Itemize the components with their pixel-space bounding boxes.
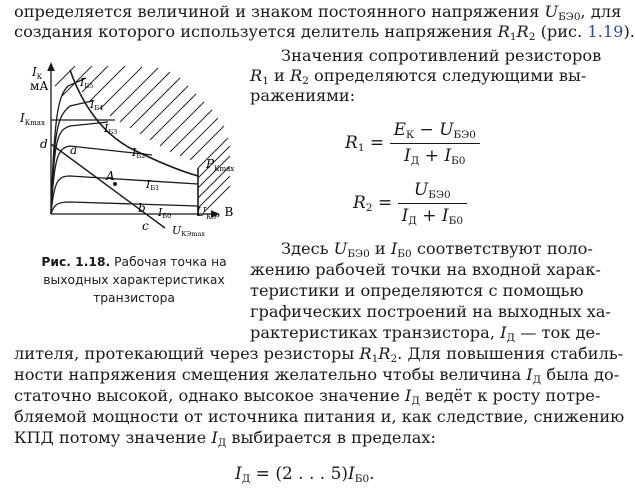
point-d-label: d: [40, 137, 48, 151]
text-line: [281, 46, 601, 66]
variable: I: [404, 146, 411, 166]
numerator: [390, 120, 480, 144]
text-fragment: графических построений на выходных ха-: [250, 302, 611, 321]
subscript: 1: [509, 31, 517, 43]
fraction: [398, 180, 467, 227]
text-fragment: (рис.: [535, 22, 588, 41]
ukmax-label: UКЭmax: [172, 224, 205, 238]
text-fragment: определяется величиной и знаком постоянного напряжения: [14, 2, 545, 21]
operator: −: [414, 120, 440, 140]
text-line: [14, 407, 624, 427]
text-fragment: = (2 . . . 5): [250, 464, 349, 484]
subscript: Д: [411, 395, 420, 407]
x-axis-label: $U_{КЭ}$, В: [196, 205, 234, 221]
caption-text: выходных характеристиках: [43, 273, 225, 287]
characteristic-curve-ib3: [51, 122, 108, 214]
text-fragment: Здесь: [281, 239, 334, 258]
subscript: К: [405, 129, 415, 141]
curve-label-ib5: IБ5: [80, 76, 94, 90]
denominator: [398, 204, 467, 227]
text-fragment: определяются следующими вы-: [308, 66, 587, 85]
subscript: Д: [410, 155, 420, 167]
point-a-label: a: [70, 143, 78, 157]
variable: I: [500, 323, 507, 342]
variable: U: [544, 2, 559, 21]
variable: R: [345, 133, 358, 153]
text-fragment: Значения сопротивлений резисторов: [281, 46, 602, 65]
formula-id: [235, 464, 375, 485]
formula-r1: [345, 120, 480, 167]
figure-reference-link[interactable]: 1.19: [587, 22, 624, 41]
curve-label-ib3: IБ3: [104, 122, 118, 136]
text-fragment: .: [369, 464, 375, 484]
variable: R: [289, 66, 303, 85]
denominator: [390, 144, 480, 167]
equals-sign: =: [372, 193, 398, 213]
text-fragment: КПД потому значение: [14, 428, 212, 447]
subscript: 2: [365, 202, 373, 214]
variable: U: [333, 239, 348, 258]
variable: I: [348, 464, 355, 484]
subscript: БЭ0: [558, 11, 581, 23]
text-fragment: рактеристиках транзистора,: [250, 323, 501, 342]
equals-sign: =: [364, 133, 390, 153]
text-fragment: и: [369, 239, 391, 258]
text-line: [250, 281, 584, 301]
variable: U: [439, 120, 454, 140]
variable: U: [413, 180, 429, 200]
variable: R: [497, 22, 510, 41]
characteristic-curve-ib0: [51, 202, 198, 214]
text-fragment: была до-: [541, 365, 620, 384]
subscript: Д: [408, 215, 417, 227]
subscript: 1: [357, 142, 365, 154]
text-line: [14, 428, 436, 453]
subscript: 1: [371, 353, 379, 365]
variable: I: [211, 428, 218, 447]
subscript: Б0: [397, 248, 412, 260]
text-fragment: создания которого используется делитель напряжения: [14, 22, 498, 41]
variable: I: [390, 239, 398, 258]
point-c-label: c: [142, 219, 149, 233]
caption-text: транзистора: [93, 291, 175, 305]
text-line: [250, 86, 355, 106]
y-axis-unit: мА: [30, 79, 49, 93]
fraction: [390, 120, 480, 167]
ikmax-label: $I_{Кmax}$: [20, 111, 45, 127]
output-characteristics-figure: [20, 56, 250, 242]
variable: I: [404, 386, 412, 405]
curve-label-ib0: IБ0: [158, 206, 172, 220]
text-line: [250, 302, 611, 322]
text-fragment: ности напряжения смещения желательно чтобы величина: [14, 365, 527, 384]
operator: +: [416, 206, 442, 226]
point-b-label: b: [138, 201, 146, 215]
curve-label-ib1: IБ1: [146, 178, 160, 192]
text-line: [14, 22, 635, 47]
subscript: Д: [241, 473, 251, 485]
variable: R: [516, 22, 529, 41]
text-fragment: жению рабочей точки на входной харак-: [250, 260, 601, 279]
variable: R: [359, 344, 372, 363]
variable: I: [444, 146, 452, 166]
text-fragment: соответствуют поло-: [411, 239, 593, 258]
subscript: Д: [532, 374, 542, 386]
subscript: 2: [528, 31, 536, 43]
variable: R: [250, 66, 263, 85]
caption-label: Рис. 1.18.: [41, 255, 111, 269]
text-fragment: , для: [580, 2, 622, 21]
subscript: Б0: [354, 473, 370, 485]
text-fragment: бляемой мощности от источника питания и, как следствие, снижению: [14, 407, 625, 426]
subscript: Д: [506, 332, 516, 344]
text-fragment: лителя, протекающий через резисторы: [14, 344, 360, 363]
text-fragment: . Для повышения стабиль-: [397, 344, 624, 363]
subscript: БЭ0: [347, 248, 370, 260]
subscript: БЭ0: [428, 189, 451, 201]
text-line: [250, 260, 601, 280]
subscript: Д: [217, 437, 227, 449]
subscript: Б0: [448, 215, 464, 227]
variable: R: [353, 193, 366, 213]
variable: I: [235, 464, 242, 484]
pkmax-label: $P_{Кmax}$: [206, 157, 235, 173]
characteristic-curve-ib1: [51, 176, 198, 214]
variable: I: [401, 206, 409, 226]
formula-r2: [353, 180, 467, 227]
curve-label-ib2: IБ2: [132, 146, 146, 160]
subscript: 1: [262, 75, 269, 87]
subscript: 2: [390, 353, 398, 365]
caption-text: Рабочая точка на: [110, 255, 227, 269]
operator: +: [419, 146, 445, 166]
text-fragment: ведёт к росту потре-: [419, 386, 601, 405]
text-fragment: — ток де-: [515, 323, 601, 342]
y-axis-label: $I_К$: [32, 65, 43, 81]
curve-label-ib4: IБ4: [90, 98, 104, 112]
variable: E: [393, 120, 406, 140]
text-fragment: теристики и определяются с помощью: [250, 281, 584, 300]
variable: I: [441, 206, 449, 226]
subscript: Б0: [451, 155, 466, 167]
text-fragment: и: [268, 66, 290, 85]
variable: I: [526, 365, 533, 384]
figure-caption: [22, 253, 246, 307]
variable: R: [378, 344, 391, 363]
text-fragment: ражениями:: [250, 86, 356, 105]
subscript: БЭ0: [453, 129, 476, 141]
point-A-label: A: [106, 169, 115, 183]
numerator: [398, 180, 467, 204]
text-fragment: ).: [623, 22, 635, 41]
text-fragment: статочно высокой, однако высокое значение: [14, 386, 405, 405]
text-fragment: выбирается в пределах:: [226, 428, 436, 447]
subscript: 2: [302, 75, 309, 87]
